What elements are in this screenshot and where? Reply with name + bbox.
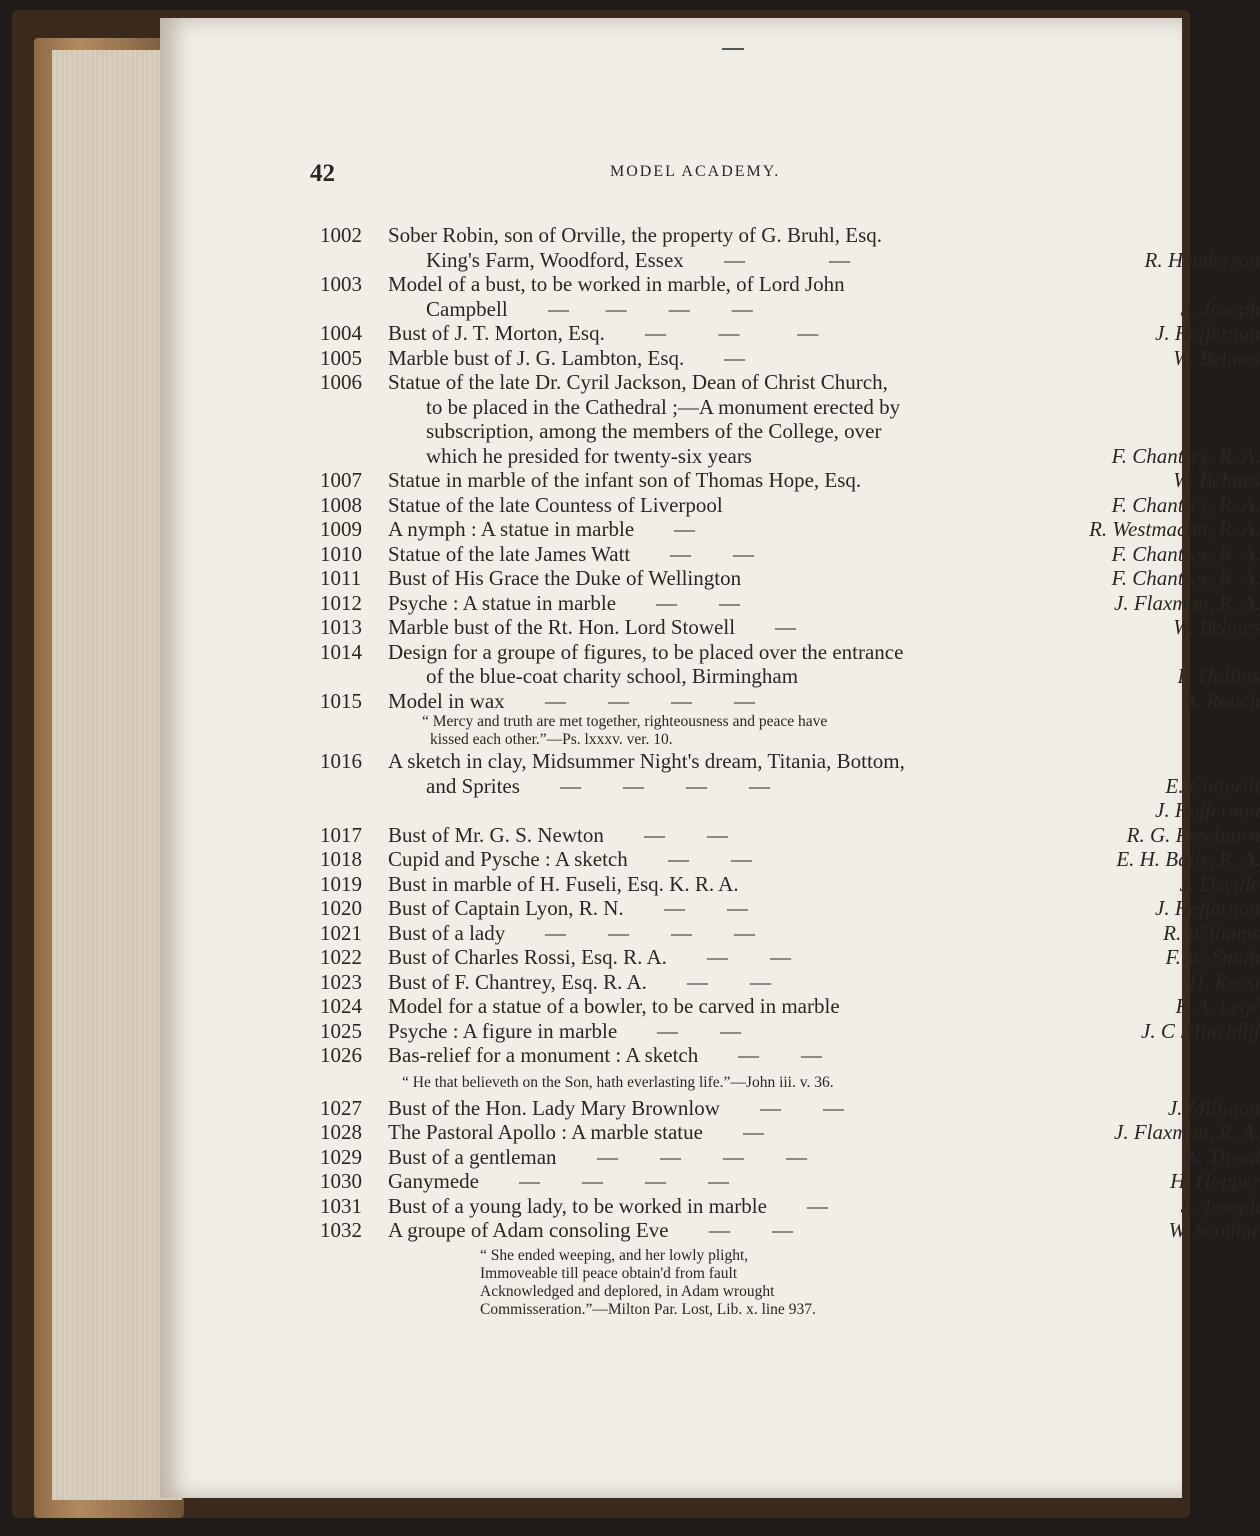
entry-title: A nymph : A statue in marble [388, 517, 635, 541]
page-number: 42 [310, 160, 335, 187]
entry-title: Psyche : A figure in marble [388, 1018, 618, 1043]
artist-name: F. Chantrey, R. A. [1111, 566, 1260, 590]
artist-name: J. Milligan [1167, 1095, 1260, 1120]
entry-line [320, 493, 1260, 518]
entry-title: Model for a statue of a bowler, to be carved in marble [388, 994, 840, 1018]
entry-title: Statue of the late Countess of Liverpool [388, 492, 723, 517]
entry-number: 1014 [320, 639, 362, 664]
entry-number: 1013 [320, 615, 362, 639]
entry-number: 1011 [320, 566, 362, 590]
artist-name: W. Behnes [1173, 345, 1260, 370]
entry-line [320, 468, 1260, 493]
artist-name: J. Heffernan [1155, 798, 1260, 822]
entry-title: Bust in marble of H. Fuseli, Esq. K. R. A. [388, 871, 739, 896]
entry-title: Statue of the late Dr. Cyril Jackson, Dean of Christ Church, [388, 370, 888, 394]
entry-line [320, 1194, 1260, 1219]
entry-title: Psyche : A statue in marble [388, 590, 617, 615]
entry-title: Cupid and Pysche : A sketch [388, 847, 628, 871]
entry-number: 1020 [320, 896, 362, 920]
entry-line [320, 970, 1260, 995]
entry-title: Model of a bust, to be worked in marble, of Lord John [388, 272, 845, 296]
entry-line [320, 419, 1260, 444]
entry-number: 1023 [320, 969, 362, 994]
leader-dashes: — — — — [548, 296, 753, 321]
entry-number: 1028 [320, 1120, 362, 1144]
entry-title: Bust of His Grace the Duke of Wellington [388, 566, 742, 590]
artist-name: J. Heffernan [1155, 321, 1260, 345]
leader-dashes: — — — — [519, 1169, 729, 1193]
entry-line [320, 1145, 1260, 1170]
leader-dashes: — [743, 1120, 764, 1144]
entry-line [320, 896, 1260, 921]
entry-number: 1005 [320, 345, 362, 370]
artist-name: J. Flaxman, R. A. [1114, 1120, 1260, 1144]
artist-name: R. Williams [1163, 920, 1260, 945]
entry-number: 1022 [320, 945, 362, 969]
artist-name: E. H. Baily, R. A. [1116, 847, 1260, 871]
entry-line [320, 640, 1260, 665]
entry-number: 1019 [320, 871, 362, 896]
artist-name: J. Heffernan [1155, 896, 1260, 920]
entry-title: A sketch in clay, Midsummer Night's dream, Titania, Bottom, [388, 749, 905, 773]
quotation-line: “ Mercy and truth are met together, righteousness and peace have [422, 713, 828, 730]
catalogue-entries [320, 223, 1260, 1319]
entry-number: 1007 [320, 468, 362, 492]
entry-title: Bust of Captain Lyon, R. N. [388, 896, 624, 920]
entry-line [320, 1169, 1260, 1194]
entry-title: Campbell [426, 296, 508, 321]
book-page [160, 18, 1260, 1498]
entry-line [320, 749, 1260, 774]
artist-name: H. Rossi [1188, 969, 1260, 994]
artist-name: A. Rouch [1183, 688, 1260, 713]
entry-number: 1009 [320, 517, 362, 541]
leader-dashes: — — [687, 969, 771, 994]
entry-line [320, 1120, 1260, 1145]
entry-line [320, 370, 1260, 395]
artist-name: R. Henderson [1144, 247, 1260, 272]
quotation-line: Acknowledged and deplored, in Adam wrought [480, 1282, 775, 1300]
artist-name: F. Chantrey, R. A. [1111, 541, 1260, 566]
entry-number: 1029 [320, 1144, 362, 1169]
leader-dashes: — — [709, 1218, 793, 1242]
entry-number: 1021 [320, 920, 362, 945]
entry-number: 1002 [320, 223, 362, 247]
quotation-line: “ He that believeth on the Son, hath everlasting life.”—John iii. v. 36. [402, 1073, 834, 1091]
leader-dashes: — — [656, 590, 740, 615]
entry-line [320, 444, 1260, 469]
entry-title: Design for a groupe of figures, to be placed over the entrance [388, 639, 904, 664]
entry-line [320, 798, 1260, 823]
entry-title: Bust of F. Chantrey, Esq. R. A. [388, 969, 647, 994]
entry-number: 1004 [320, 321, 362, 345]
entry-line [320, 689, 1260, 714]
leader-dashes: — — [664, 896, 748, 920]
entry-number: 1010 [320, 541, 362, 566]
leader-dashes: — — [668, 847, 752, 871]
entry-line [320, 223, 1260, 248]
entry-title: Model in wax [388, 688, 505, 713]
artist-name: E. Cotterill [1165, 773, 1260, 798]
leader-dashes: — — [657, 1018, 741, 1043]
artist-name: F. W. Smith [1165, 945, 1260, 969]
quotation-line: kissed each other.”—Ps. lxxxv. ver. 10. [430, 731, 673, 748]
entry-number: 1027 [320, 1095, 362, 1120]
entry-line [320, 1218, 1260, 1243]
entry-title: Statue of the late James Watt [388, 541, 631, 566]
entry-title: Bust of Charles Rossi, Esq. R. A. [388, 945, 667, 969]
leader-dashes: — [775, 615, 796, 639]
entry-title: Marble bust of the Rt. Hon. Lord Stowell [388, 615, 736, 639]
leader-dashes: — — — — [597, 1144, 807, 1169]
entry-title: and Sprites [426, 773, 520, 798]
leader-dashes: — — — — [545, 688, 755, 713]
entry-line [320, 566, 1260, 591]
artist-name: P. Hollins [1177, 664, 1260, 688]
entry-line [320, 921, 1260, 946]
entry-line [320, 297, 1260, 322]
entry-title: Bust of a lady [388, 920, 506, 945]
artist-name: F. Chantrey, R. A. [1111, 492, 1260, 517]
artist-name: R. G. Freebairn [1126, 822, 1260, 847]
top-mark [722, 48, 744, 50]
entry-line [320, 994, 1260, 1019]
entry-number: 1025 [320, 1018, 362, 1043]
entry-line [320, 591, 1260, 616]
artist-name: F. Chantrey, R. A. [1111, 443, 1260, 468]
entry-line [320, 542, 1260, 567]
leader-dashes: — — — [645, 321, 819, 345]
entry-line [320, 248, 1260, 273]
artist-name: F. A. Legé [1175, 994, 1260, 1018]
entry-line [320, 1043, 1260, 1068]
leader-dashes: — — [724, 247, 850, 272]
entry-number: 1012 [320, 590, 362, 615]
entry-number: 1032 [320, 1218, 362, 1242]
leader-dashes: — — [644, 822, 728, 847]
entry-line [320, 823, 1260, 848]
leader-dashes: — [807, 1193, 828, 1218]
entry-line [320, 1019, 1260, 1044]
entry-line [320, 346, 1260, 371]
entry-title: Ganymede [388, 1169, 479, 1193]
quotation-line: Immoveable till peace obtain'd from fault [480, 1264, 738, 1282]
entry-line [320, 517, 1260, 542]
running-head: MODEL ACADEMY. [610, 163, 781, 180]
leader-dashes: — — [670, 541, 754, 566]
artist-name: W. Behnes [1173, 468, 1260, 492]
entry-number: 1008 [320, 492, 362, 517]
entry-line [320, 615, 1260, 640]
entry-line [320, 872, 1260, 897]
entry-title: Sober Robin, son of Orville, the property of G. Bruhl, Esq. [388, 223, 883, 247]
quotation-line: “ She ended weeping, and her lowly plight, [480, 1246, 749, 1264]
entry-number: 1017 [320, 822, 362, 847]
artist-name: H. Hopper [1170, 1169, 1260, 1193]
leader-dashes: — [674, 517, 695, 541]
artist-name: J. Flaxman, R. A. [1114, 590, 1260, 615]
entry-title: which he presided for twenty-six years [426, 443, 752, 468]
entry-number: 1018 [320, 847, 362, 871]
artist-name: W. Scoular [1168, 1218, 1260, 1242]
entry-line [320, 395, 1260, 420]
quotation-line: Commisseration.”—Milton Par. Lost, Lib. x. line 937. [480, 1300, 816, 1318]
artist-name: J. C .Hinchliff [1141, 1018, 1260, 1043]
leader-dashes: — — [707, 945, 791, 969]
entry-number: 1016 [320, 749, 362, 773]
entry-title: Bust of Mr. G. S. Newton [388, 822, 604, 847]
entry-title: to be placed in the Cathedral ;—A monument erected by [426, 394, 901, 419]
entry-number: 1030 [320, 1169, 362, 1193]
artist-name: W. Behnes [1173, 615, 1260, 639]
entry-line [320, 1096, 1260, 1121]
entry-title: Bust of a gentleman [388, 1144, 557, 1169]
leader-dashes: — — [760, 1095, 844, 1120]
entry-number: 1026 [320, 1043, 362, 1067]
entry-number: 1003 [320, 272, 362, 296]
artist-name: S. Joseph [1180, 296, 1260, 321]
entry-title: of the blue-coat charity school, Birmingham [426, 664, 799, 688]
leader-dashes: — — — — [560, 773, 770, 798]
entry-title: subscription, among the members of the College, over [426, 419, 882, 443]
entry-line [320, 774, 1260, 799]
artist-name: W. Theed [1182, 1144, 1260, 1169]
entry-number: 1024 [320, 994, 362, 1018]
entry-title: Bas-relief for a monument : A sketch [388, 1043, 699, 1067]
artist-name: R. Westmacott, R. A. [1089, 517, 1260, 541]
entry-title: Statue in marble of the infant son of Thomas Hope, Esq. [388, 468, 862, 492]
entry-line [320, 321, 1260, 346]
entry-title: Marble bust of J. G. Lambton, Esq. [388, 345, 685, 370]
entry-title: Bust of J. T. Morton, Esq. [388, 321, 605, 345]
entry-line [320, 945, 1260, 970]
entry-line [320, 664, 1260, 689]
entry-number: 1015 [320, 688, 362, 713]
entry-number: 1031 [320, 1193, 362, 1218]
entry-number: 1006 [320, 370, 362, 394]
entry-title: The Pastoral Apollo : A marble statue [388, 1120, 703, 1144]
entry-line [320, 272, 1260, 297]
entry-line [320, 847, 1260, 872]
leader-dashes: — [724, 345, 745, 370]
artist-name: J. Deville [1179, 871, 1260, 896]
entry-title: Bust of a young lady, to be worked in marble [388, 1193, 767, 1218]
entry-title: King's Farm, Woodford, Essex [426, 247, 684, 272]
leader-dashes: — — — — [545, 920, 755, 945]
entry-title: A groupe of Adam consoling Eve [388, 1218, 669, 1242]
leader-dashes: — — [738, 1043, 822, 1067]
artist-name: S. Joseph [1180, 1193, 1260, 1218]
entry-title: Bust of the Hon. Lady Mary Brownlow [388, 1095, 720, 1120]
